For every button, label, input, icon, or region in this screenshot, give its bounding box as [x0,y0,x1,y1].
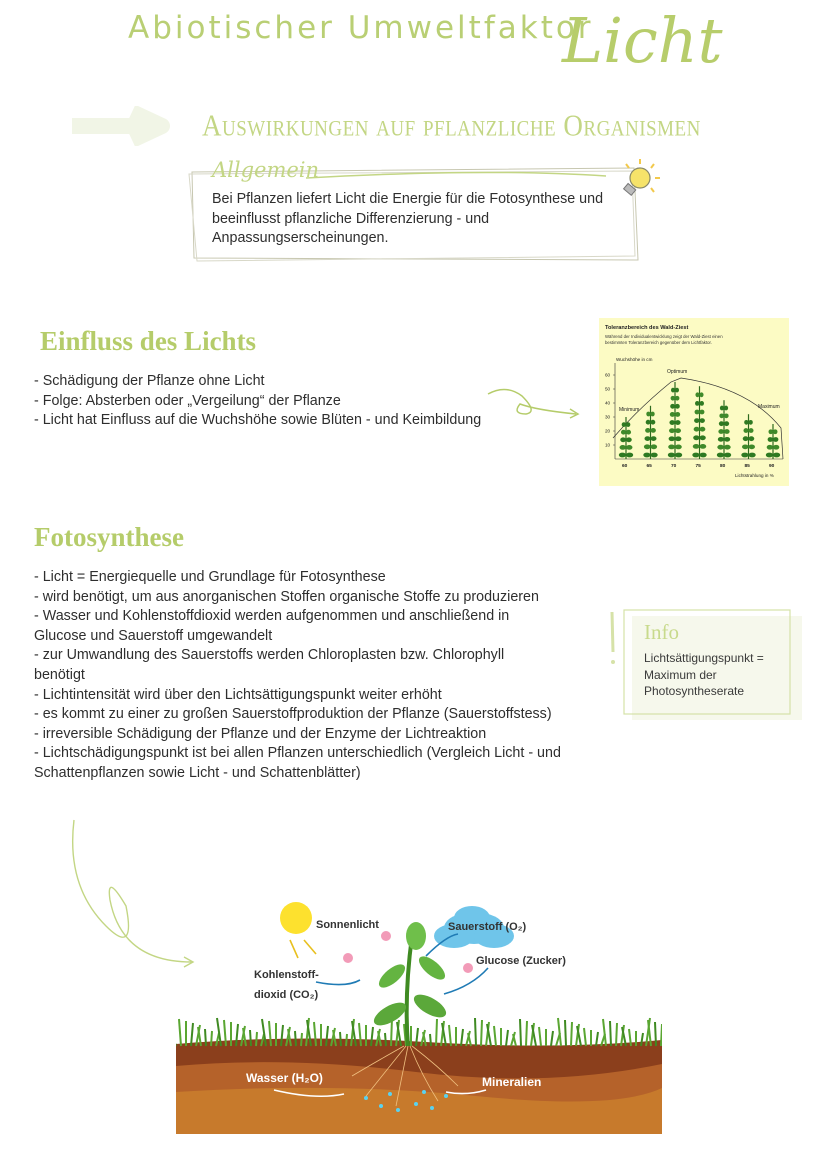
list-item: - Lichtschädigungspunkt ist bei allen Pflanzen unterschiedlich (Vergleich Licht - und [34,745,561,762]
optimum-label: Optimum [667,369,688,375]
section-subtitle: Auswirkungen auf pflanzliche Organismen [202,108,701,143]
grass-blade [461,1029,463,1046]
list-item: - Licht hat Einfluss auf die Wuchshöhe sowie Blüten - und Keimbildung [34,412,482,429]
grass-blade [494,1026,496,1046]
y-tick-label: 60 [605,372,611,378]
grass-blade [346,1034,347,1046]
general-line: Anpassungserscheinungen. [212,230,389,247]
list-item: - Folge: Absterben oder „Vergeilung“ der Pflanze [34,392,341,409]
general-line: Bei Pflanzen liefert Licht die Energie für die Fotosynthese und [212,191,604,207]
tolerance-chart [599,318,789,486]
grass-blade [205,1029,206,1046]
list-item: - Licht = Energiequelle und Grundlage für Fotosynthese [34,569,386,585]
grass-blade [526,1021,527,1046]
y-tick-label: 50 [605,386,611,392]
water-label: Wasser (H₂O) [246,1071,323,1085]
info-line: Photosyntheserate [644,684,745,698]
chart-title: Toleranzbereich des Wald-Ziest [605,325,689,331]
chart-caption: Während der Individualentwicklung zeigt der Wald-Ziest einen [605,334,723,339]
grass-blade [191,1023,193,1046]
info-line: Maximum der [644,667,717,682]
list-item: - es kommt zu einer zu großen Sauerstoffproduktion der Pflanze (Sauerstoffstess) [34,706,552,723]
chart-y-label: Wuchshöhe in cm [616,357,653,362]
info-title: Info [644,620,679,644]
info-line: Lichtsättigungspunkt = [644,651,764,665]
influence-list [34,372,504,431]
grass-blade [256,1032,257,1046]
sunlight-label: Sonnenlicht [316,919,379,931]
list-item: Schattenpflanzen sowie Licht - und Schattenblätter) [34,764,361,781]
grass-blade [655,1022,656,1046]
x-tick-label: 90 [769,464,775,469]
x-tick-label: 70 [671,464,677,469]
list-item: - Wasser und Kohlenstoffdioxid werden aufgenommen und anschließend in [34,608,510,625]
grass-blade [340,1032,341,1046]
influence-heading: Einfluss des Lichts [40,326,257,356]
photosynthesis-diagram [176,896,662,1134]
y-tick-label: 30 [605,414,611,420]
page-title-big: Licht [562,4,723,77]
maximum-label: Maximum [758,404,780,410]
grass-blade [551,1031,553,1046]
y-tick-label: 20 [605,428,611,434]
grass-blade [610,1021,611,1046]
grass-blade [430,1034,431,1046]
list-item: benötigt [34,666,85,683]
x-tick-label: 75 [695,464,701,469]
grass-blade [295,1031,296,1046]
co2-label-line2: dioxid (CO₂) [254,989,319,1001]
oxygen-label: Sauerstoff (O₂) [448,921,527,933]
photosynthesis-heading: Fotosynthese [34,522,184,552]
grass-blade [301,1033,302,1046]
list-item: - Schädigung der Pflanze ohne Licht [34,373,265,389]
lightbulb-icon [616,156,666,204]
general-text [212,190,632,249]
info-text [644,650,794,700]
x-tick-label: 80 [720,464,726,469]
chart-caption: bestimmten Toleranzbereich gegenüber dem Lichtfaktor. [605,340,712,345]
grass-blade [520,1019,521,1046]
x-tick-label: 85 [744,464,750,469]
grass-blade [584,1028,586,1046]
sunlight-arrow [304,940,316,954]
x-tick-label: 60 [622,464,628,469]
grass-blade [179,1019,181,1046]
page-title: Abiotischer Umweltfaktor [128,10,594,46]
grass-blade [449,1025,451,1046]
grass-blade [475,1018,476,1046]
minimum-label: Minimum [619,407,640,413]
list-item: - zur Umwandlung des Sauerstoffs werden Chloroplasten bzw. Chlorophyll [34,647,505,664]
x-tick-label: 65 [646,464,652,469]
grass-blade [661,1024,662,1046]
grass-blade [571,1022,572,1046]
list-item: - wird benötigt, um aus anorganischen Stoffen organische Stoffe zu produzieren [34,588,539,605]
list-item: - Lichtintensität wird über den Lichtsättigungspunkt weiter erhöht [34,686,442,703]
list-item: - irreversible Schädigung der Pflanze und der Enzyme der Lichtreaktion [34,725,487,742]
grass-blade [616,1023,617,1046]
curly-arrow-icon [486,384,584,424]
general-label: Allgemein [212,158,320,182]
arrow-right-icon [70,106,170,146]
grass-blade [385,1033,386,1046]
grass-blade [558,1018,561,1046]
grass-blade [506,1030,508,1046]
grass-blade [596,1032,598,1046]
grass-blade [539,1027,541,1046]
grass-blade [565,1020,566,1046]
glucose-label: Glucose (Zucker) [476,955,566,967]
grass-blade [436,1019,437,1046]
co2-label-line1: Kohlenstoff- [254,969,319,981]
y-tick-label: 40 [605,400,611,406]
minerals-label: Mineralien [482,1075,542,1089]
grass-blade [211,1031,212,1046]
sun-icon [280,902,312,934]
list-item: Glucose und Sauerstoff umgewandelt [34,627,273,644]
grass-blade [481,1020,482,1046]
photosynthesis-list [34,568,594,784]
general-line: beeinflusst pflanzliche Differenzierung - und [212,210,490,227]
co2-arrow [316,980,360,985]
y-tick-label: 10 [605,442,611,448]
grass-blade [603,1019,606,1046]
grass-blade [250,1030,251,1046]
chart-x-label: Lichtstrahlung in % [735,473,774,478]
